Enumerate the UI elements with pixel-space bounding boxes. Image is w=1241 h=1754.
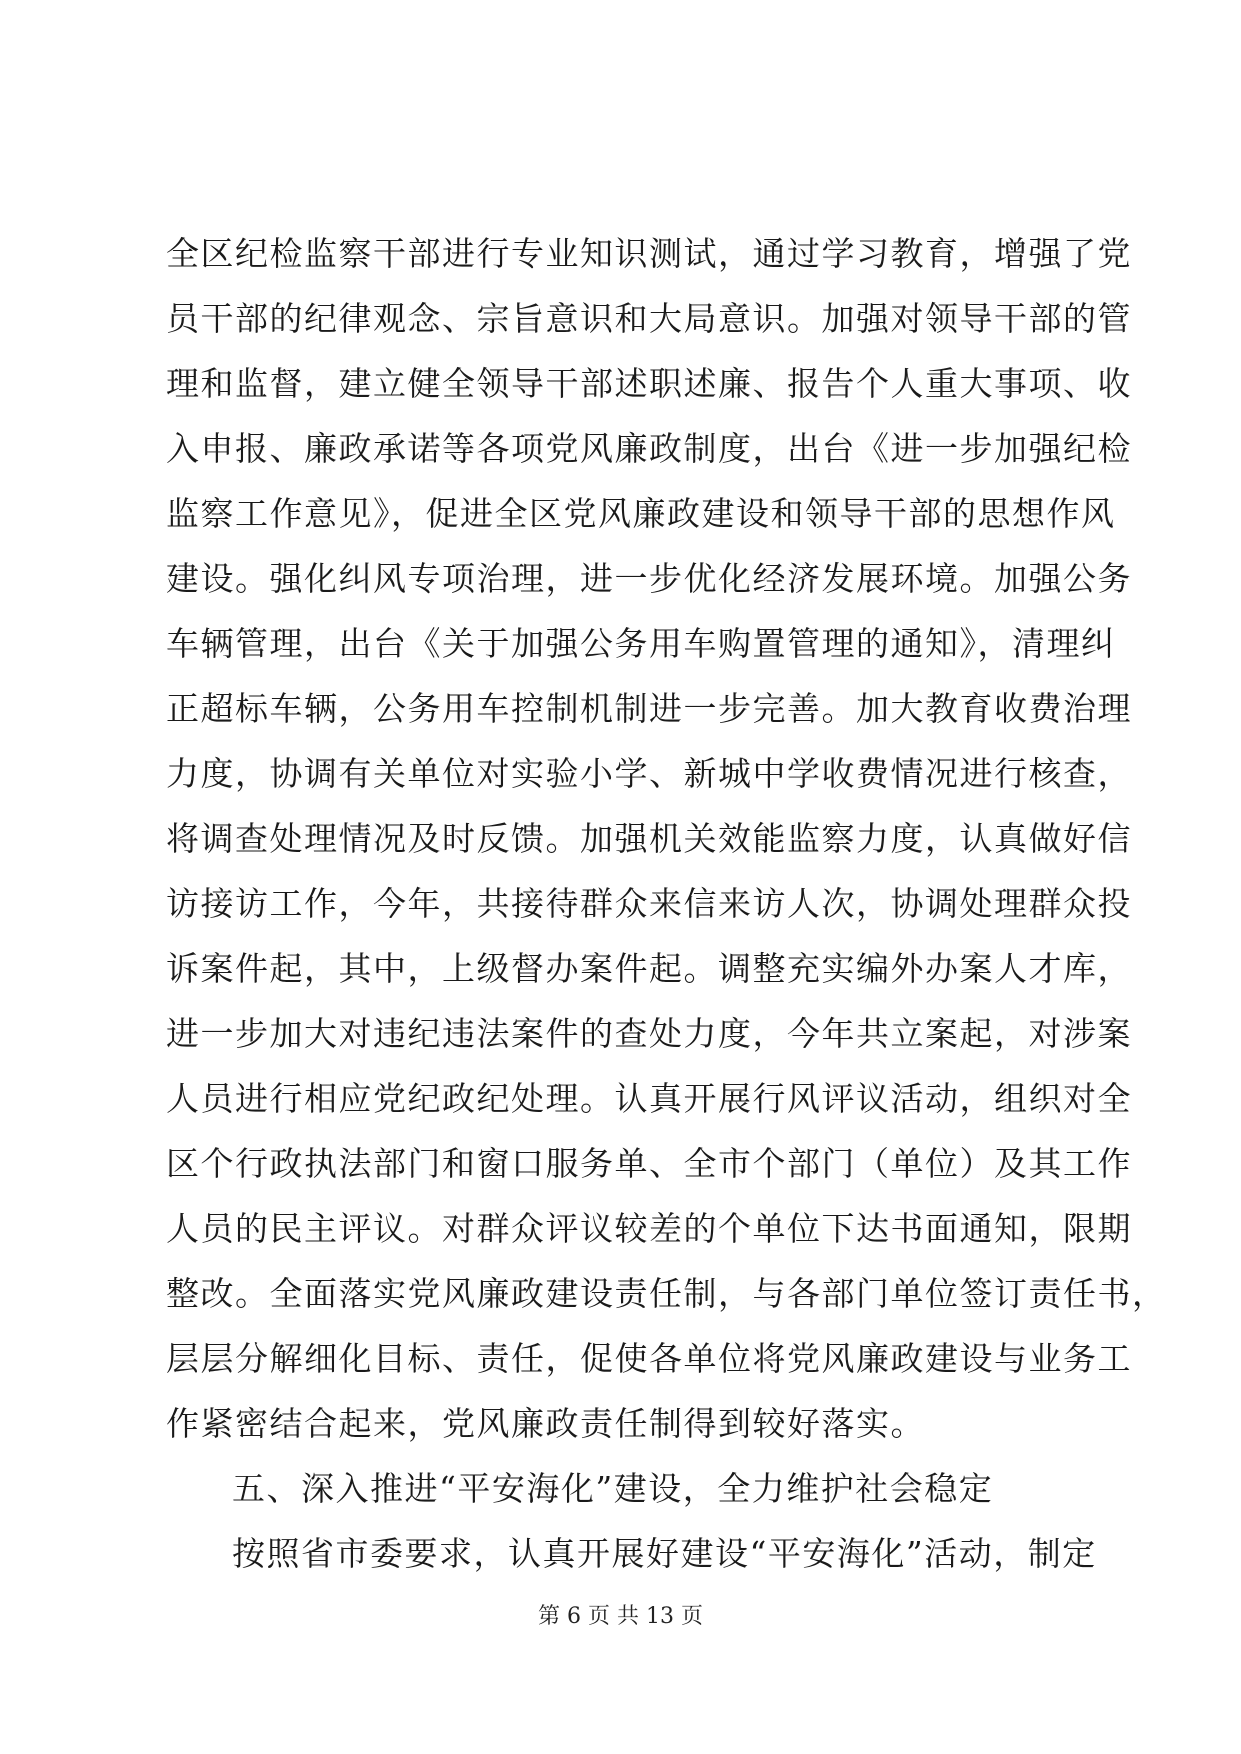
section-heading: 五、深入推进“平安海化”建设，全力维护社会稳定 <box>232 1469 994 1508</box>
body-line: 访接访工作，今年，共接待群众来信来访人次，协调处理群众投 <box>166 884 1132 923</box>
body-line: 理和监督，建立健全领导干部述职述廉、报告个人重大事项、收 <box>166 364 1132 403</box>
body-line: 入申报、廉政承诺等各项党风廉政制度，出台《进一步加强纪检 <box>166 429 1132 468</box>
body-line: 正超标车辆，公务用车控制机制进一步完善。加大教育收费治理 <box>166 689 1132 728</box>
page-footer <box>0 1602 1241 1632</box>
body-line: 区个行政执法部门和窗口服务单、全市个部门（单位）及其工作 <box>166 1144 1132 1183</box>
body-line: 车辆管理，出台《关于加强公务用车购置管理的通知》，清理纠 <box>166 624 1116 663</box>
body-line: 层层分解细化目标、责任，促使各单位将党风廉政建设与业务工 <box>166 1339 1132 1378</box>
page-number-label: 第 6 页 共 13 页 <box>538 1604 703 1629</box>
body-line: 监察工作意见》，促进全区党风廉政建设和领导干部的思想作风 <box>166 494 1116 533</box>
body-line: 建设。强化纠风专项治理，进一步优化经济发展环境。加强公务 <box>166 559 1132 598</box>
body-text <box>166 232 1167 1597</box>
body-line: 人员进行相应党纪政纪处理。认真开展行风评议活动，组织对全 <box>166 1079 1132 1118</box>
body-line: 全区纪检监察干部进行专业知识测试，通过学习教育，增强了党 <box>166 234 1132 273</box>
body-line: 整改。全面落实党风廉政建设责任制，与各部门单位签订责任书， <box>166 1274 1167 1313</box>
body-line: 力度，协调有关单位对实验小学、新城中学收费情况进行核查， <box>166 754 1132 793</box>
paragraph-start-line: 按照省市委要求，认真开展好建设“平安海化”活动，制定 <box>232 1534 1097 1573</box>
body-line: 作紧密结合起来，党风廉政责任制得到较好落实。 <box>166 1404 925 1443</box>
body-line: 诉案件起，其中，上级督办案件起。调整充实编外办案人才库， <box>166 949 1132 988</box>
body-line: 进一步加大对违纪违法案件的查处力度，今年共立案起，对涉案 <box>166 1014 1132 1053</box>
body-line: 人员的民主评议。对群众评议较差的个单位下达书面通知，限期 <box>166 1209 1132 1248</box>
body-line: 员干部的纪律观念、宗旨意识和大局意识。加强对领导干部的管 <box>166 299 1132 338</box>
body-line: 将调查处理情况及时反馈。加强机关效能监察力度，认真做好信 <box>166 819 1132 858</box>
